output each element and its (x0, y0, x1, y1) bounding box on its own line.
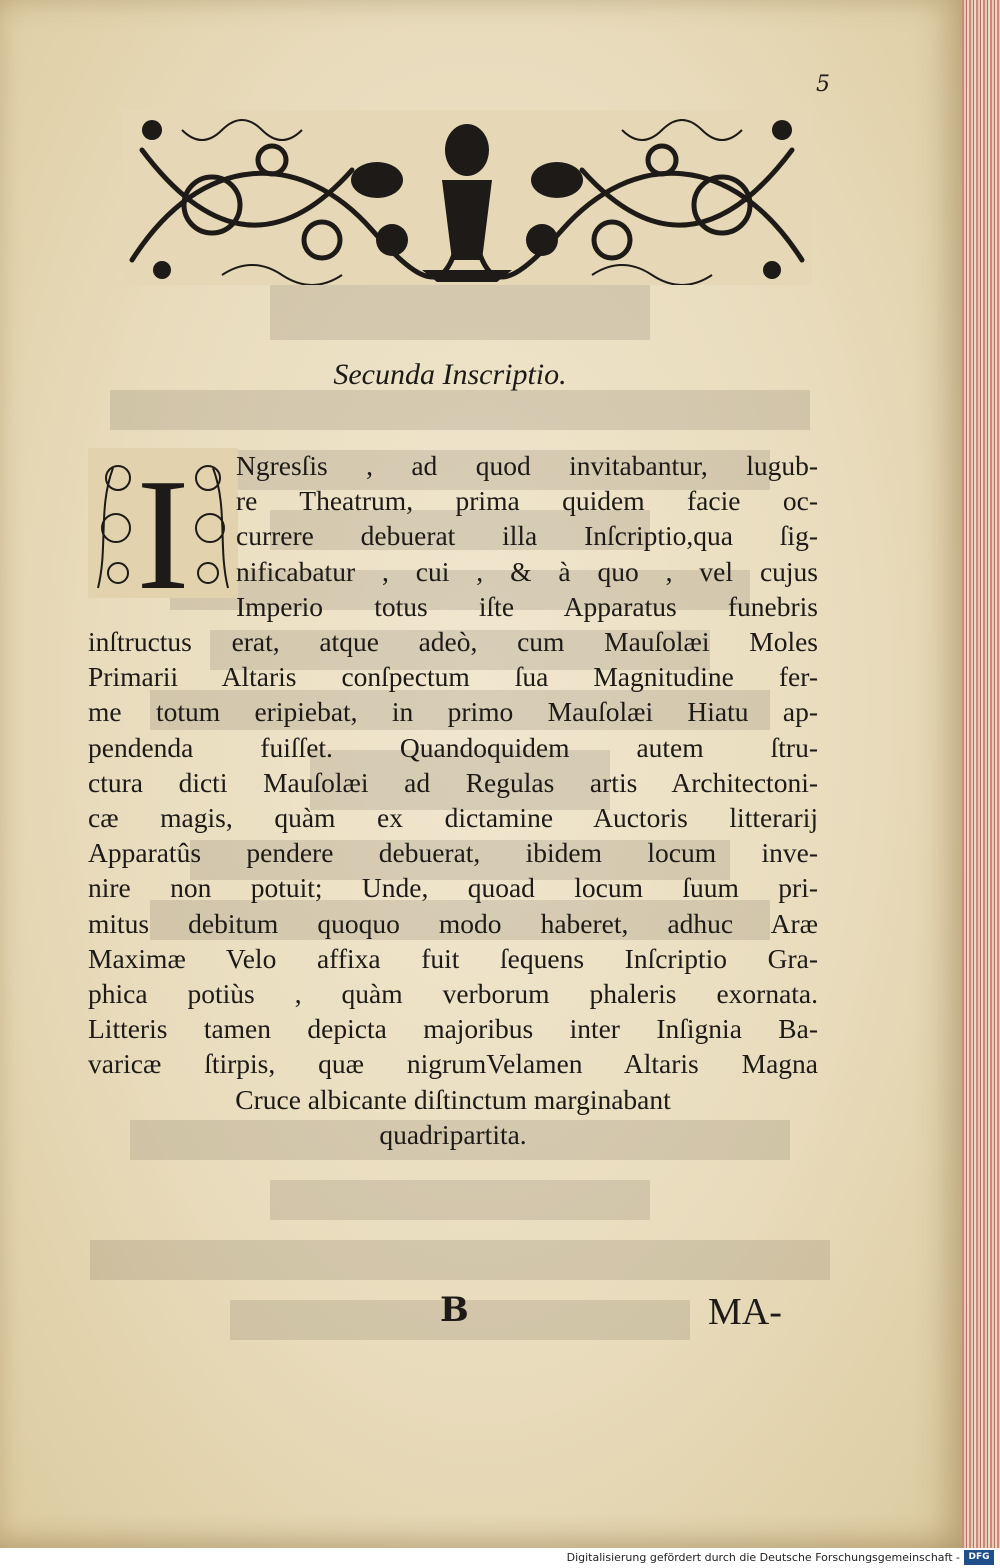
text-line: Litteris tamen depicta majoribus inter Inſignia Ba- (88, 1013, 818, 1045)
text-line: currere debuerat illa Inſcriptio,qua ſig- (236, 520, 818, 552)
text-line: mitus debitum quoquo modo haberet, adhuc Aræ (88, 907, 818, 939)
catchword: MA- (708, 1291, 782, 1333)
svg-text:I: I (136, 448, 190, 598)
text-line: pendenda fuiſſet. Quandoquidem autem ſtru- (88, 731, 818, 763)
page-edges (962, 0, 1000, 1548)
text-line: inſtructus erat, atque adeò, cum Mauſolæi Moles (88, 626, 818, 658)
body-text (88, 448, 818, 1152)
text-line: ctura dicti Mauſolæi ad Regulas artis Architectoni- (88, 766, 818, 798)
text-line: Cruce albicante diſtinctum marginabant (235, 1083, 671, 1115)
text-line: Maximæ Velo affixa fuit ſequens Inſcriptio Gra- (88, 942, 818, 974)
signature-mark: B (440, 1290, 469, 1330)
dfg-logo-icon: DFG (964, 1550, 994, 1565)
text-line: me totum eripiebat, in primo Mauſolæi Hiatu ap- (88, 696, 818, 728)
page-number: 5 (816, 72, 830, 97)
ornamental-headpiece-icon (122, 110, 812, 285)
text-line: Primarii Altaris conſpectum ſua Magnitudine fer- (88, 661, 818, 693)
text-line: nificabatur , cui , & à quo , vel cujus (236, 555, 818, 587)
text-line: re Theatrum, prima quidem facie oc- (236, 485, 818, 517)
section-title: Secunda Inscriptio. (333, 358, 567, 391)
text-line: phica potiùs , quàm verborum phaleris exornata. (88, 978, 818, 1010)
text-line: Imperio totus iſte Apparatus funebris (236, 590, 818, 622)
text-line: varicæ ſtirpis, quæ nigrumVelamen Altaris Magna (88, 1048, 818, 1080)
text-line: nire non potuit; Unde, quoad locum ſuum pri- (88, 872, 818, 904)
text-line: Ngresſis , ad quod invitabantur, lugub- (236, 450, 818, 481)
text-line: Apparatûs pendere debuerat, ibidem locum inve- (88, 837, 818, 869)
footer-credit: Digitalisierung gefördert durch die Deutsche Forschungsgemeinschaft - (566, 1551, 960, 1564)
text-line: cæ magis, quàm ex dictamine Auctoris litterarij (88, 802, 818, 834)
text-line: quadripartita. (379, 1118, 527, 1150)
